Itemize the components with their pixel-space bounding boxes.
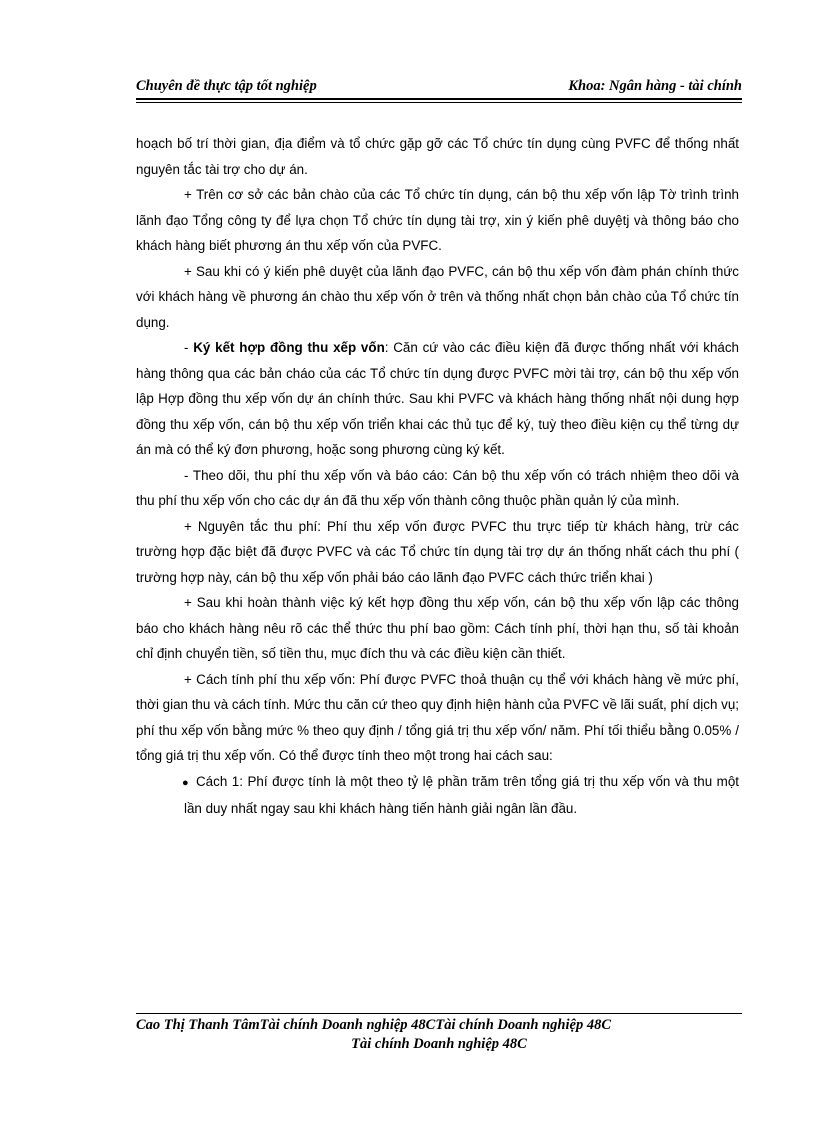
- header-title-left: Chuyên đề thực tập tốt nghiệp: [136, 78, 317, 94]
- document-body: [136, 131, 739, 822]
- paragraph-4-text: : Căn cứ vào các điều kiện đã được thống nhất với khách hàng thông qua các bản cháo của các Tổ chức tín dụng được PVFC mời tài trợ, cán bộ thu xếp vốn lập Hợp đồng thu xếp vốn dự án chính thức. Sau khi PVFC và khách hàng thống nhất nội dung hợp đồng thu xếp vốn, cán bộ thu xếp vốn triển khai các thủ tục để ký, tuỳ theo điều kiện cụ thể từng dự án mà có thể ký đơn phương, hoặc song phương cùng ký kết.: [136, 340, 739, 457]
- bullet-text: Cách 1: Phí được tính là một theo tỷ lệ phần trăm trên tổng giá trị thu xếp vốn và thu một lần duy nhất ngay sau khi khách hàng tiến hành giải ngân lần đầu.: [184, 773, 739, 816]
- paragraph-6: + Nguyên tắc thu phí: Phí thu xếp vốn được PVFC thu trực tiếp từ khách hàng, trừ các trường hợp đặc biệt đã được PVFC và các Tổ chức tín dụng tài trợ dự án thống nhất cách thu phí ( trường hợp này, cán bộ thu xếp vốn phải báo cáo lãnh đạo PVFC cách thức triển khai ): [136, 518, 739, 585]
- bullet-item: ● Cách 1: Phí được tính là một theo tỷ lệ phần trăm trên tổng giá trị thu xếp vốn và thu một lần duy nhất ngay sau khi khách hàng tiến hành giải ngân lần đầu.: [182, 773, 739, 816]
- paragraph-5: - Theo dõi, thu phí thu xếp vốn và báo cáo: Cán bộ thu xếp vốn có trách nhiệm theo dõi và thu phí thu xếp vốn cho các dự án đã thu xếp vốn thành công thuộc phần quản lý của mình.: [136, 467, 739, 508]
- paragraph-7: + Sau khi hoàn thành việc ký kết hợp đồng thu xếp vốn, cán bộ thu xếp vốn lập các thông báo cho khách hàng nêu rõ các thể thức thu phí bao gồm: Cách tính phí, thời hạn thu, số tài khoản chỉ định chuyển tiền, số tiền thu, mục đích thu và các điều kiện cần thiết.: [136, 595, 739, 661]
- paragraph-1: hoạch bố trí thời gian, địa điểm và tổ chức gặp gỡ các Tổ chức tín dụng cùng PVFC để thống nhất nguyên tắc tài trợ cho dự án.: [136, 136, 739, 177]
- header-rule-thick: [136, 98, 742, 100]
- header-rule-thin: [136, 102, 742, 103]
- paragraph-4-bold-heading: Ký kết hợp đồng thu xếp vốn: [193, 340, 385, 355]
- footer-line-1: Cao Thị Thanh TâmTài chính Doanh nghiệp 48CTài chính Doanh nghiệp 48C: [136, 1017, 611, 1033]
- footer-rule: [136, 1013, 742, 1014]
- paragraph-8: + Cách tính phí thu xếp vốn: Phí được PVFC thoả thuận cụ thể với khách hàng về mức phí, thời gian thu và cách tính. Mức thu căn cứ theo quy định hiện hành của PVFC về lãi suất, phí dịch vụ; phí thu xếp vốn bằng mức % theo quy định / tổng giá trị thu xếp vốn/ năm. Phí tối thiểu bằng 0.05% / tổng giá trị thu xếp vốn. Có thể được tính theo một trong hai cách sau:: [136, 671, 739, 763]
- paragraph-4-prefix: -: [184, 340, 194, 355]
- paragraph-4: [136, 335, 739, 463]
- paragraph-2: + Trên cơ sở các bản chào của các Tổ chức tín dụng, cán bộ thu xếp vốn lập Tờ trình trình lãnh đạo Tổng công ty để lựa chọn Tổ chức tín dụng tài trợ, xin ý kiến phê duyệtj và thông báo cho khách hàng biết phương án thu xếp vốn của PVFC.: [136, 187, 739, 253]
- header-title-right: Khoa: Ngân hàng - tài chính: [568, 78, 742, 94]
- page-footer: [136, 1016, 742, 1054]
- page-header: [136, 76, 742, 98]
- paragraph-3: + Sau khi có ý kiến phê duyệt của lãnh đạo PVFC, cán bộ thu xếp vốn đàm phán chính thức với khách hàng về phương án chào thu xếp vốn ở trên và thống nhất chọn bản chào của Tổ chức tín dụng.: [136, 263, 739, 330]
- footer-line-2: Tài chính Doanh nghiệp 48C: [351, 1036, 527, 1052]
